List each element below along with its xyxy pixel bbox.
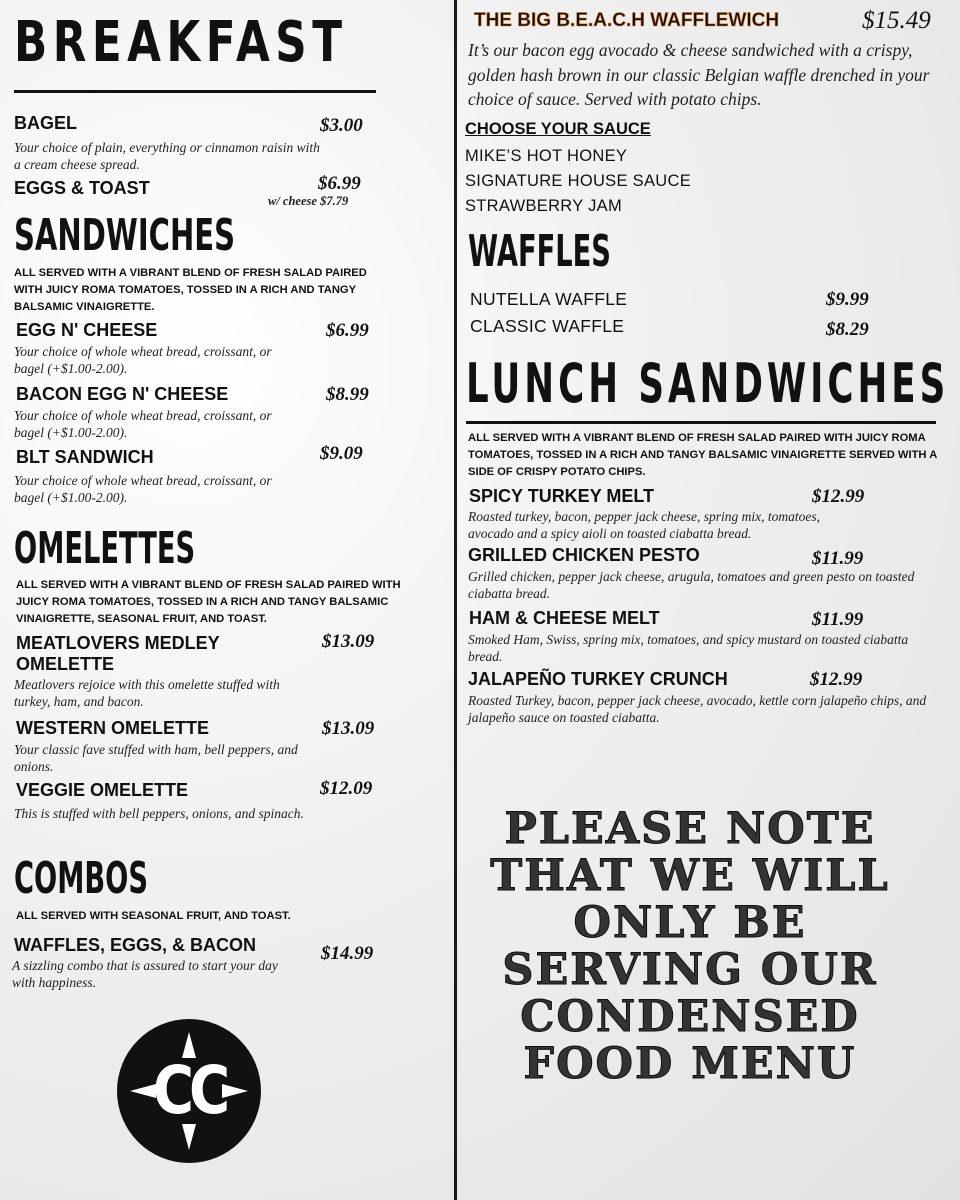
sauce-option: MIKE’S HOT HONEY bbox=[465, 147, 628, 165]
menu-item-price: $14.99 bbox=[321, 943, 374, 964]
menu-item-description: Roasted Turkey, bacon, pepper jack cheese, avocado, kettle corn jalapeño chips, and jalapeño sauce on toasted ciabatta. bbox=[468, 693, 927, 725]
menu-item-description: A sizzling combo that is assured to start your day with happiness. bbox=[12, 958, 278, 990]
wafflewich-name: THE BIG B.E.A.C.H WAFFLEWICH bbox=[474, 10, 780, 31]
menu-item-name: VEGGIE OMELETTE bbox=[16, 780, 189, 800]
breakfast-rule bbox=[14, 90, 376, 93]
menu-item-name: JALAPEÑO TURKEY CRUNCH bbox=[468, 669, 728, 689]
menu-item-price: $8.29 bbox=[826, 319, 869, 340]
menu-item-price: $6.99 bbox=[318, 173, 361, 194]
sauce-option: STRAWBERRY JAM bbox=[465, 197, 623, 215]
breakfast-heading: BREAKFAST bbox=[14, 10, 348, 75]
menu-item-description: Your choice of plain, everything or cinnamon raisin with a cream cheese spread. bbox=[14, 140, 320, 172]
menu-item-description: Roasted turkey, bacon, pepper jack cheese, spring mix, tomatoes, avocado and a spicy aioli on toasted ciabatta bread. bbox=[468, 509, 821, 541]
sauce-option: SIGNATURE HOUSE SAUCE bbox=[465, 172, 692, 190]
menu-item-name: WAFFLES, EGGS, & BACON bbox=[14, 935, 257, 955]
section-note: ALL SERVED WITH A VIBRANT BLEND OF FRESH SALAD PAIRED WITH JUICY ROMA TOMATOES, TOSSED IN A RICH AND TANGY BALSAMIC VINAIGRETTE, SEASONAL FRUIT, AND TOAST. bbox=[16, 579, 401, 625]
column-divider bbox=[454, 0, 457, 1200]
menu-item-description: Grilled chicken, pepper jack cheese, arugula, tomatoes and green pesto on toasted ciabatta bread. bbox=[468, 569, 915, 601]
menu-item-description: Meatlovers rejoice with this omelette stuffed with turkey, ham, and bacon. bbox=[14, 677, 280, 709]
wafflewich-price: $15.49 bbox=[862, 7, 931, 34]
menu-item-name: NUTELLA WAFFLE bbox=[470, 289, 628, 309]
cc-logo-text: CC bbox=[152, 1052, 226, 1129]
menu-item-price: $6.99 bbox=[326, 320, 369, 341]
menu-item-name: EGG N' CHEESE bbox=[16, 320, 158, 340]
section-note: ALL SERVED WITH A VIBRANT BLEND OF FRESH SALAD PAIRED WITH JUICY ROMA TOMATOES, TOSSED IN A RICH AND TANGY BALSAMIC VINAIGRETTE. bbox=[14, 267, 367, 313]
menu-item-name: BLT SANDWICH bbox=[16, 447, 154, 467]
waffles-heading: WAFFLES bbox=[468, 226, 611, 277]
menu-item-price: $9.99 bbox=[826, 289, 869, 310]
menu-item-name: BAGEL bbox=[14, 113, 77, 133]
menu-item-description: This is stuffed with bell peppers, onions, and spinach. bbox=[14, 806, 304, 821]
menu-item-name: SPICY TURKEY MELT bbox=[469, 486, 655, 506]
menu-item-description: Your choice of whole wheat bread, croissant, or bagel (+$1.00-2.00). bbox=[14, 473, 272, 505]
menu-item-price: $8.99 bbox=[326, 384, 369, 405]
menu-item-price: $12.09 bbox=[320, 778, 373, 799]
menu-item-price: $13.09 bbox=[322, 631, 375, 652]
menu-item-name: WESTERN OMELETTE bbox=[16, 718, 209, 738]
section-note: ALL SERVED WITH SEASONAL FRUIT, AND TOAST. bbox=[16, 910, 291, 922]
lunch-sandwiches-heading: LUNCH SANDWICHES bbox=[466, 352, 950, 415]
menu-item-price: $11.99 bbox=[812, 609, 864, 630]
section-note: ALL SERVED WITH A VIBRANT BLEND OF FRESH SALAD PAIRED WITH JUICY ROMA TOMATOES, TOSSED IN A RICH AND TANGY BALSAMIC VINAIGRETTE SERVED WITH A SIDE OF CRISPY POTATO CHIPS. bbox=[468, 432, 937, 478]
omelettes-heading: OMELETTES bbox=[14, 523, 196, 574]
cc-logo bbox=[116, 1018, 262, 1164]
condensed-menu-notice: PLEASE NOTE THAT WE WILL ONLY BE SERVING OUR CONDENSED FOOD MENU bbox=[490, 804, 890, 1089]
menu-item-description: Your classic fave stuffed with ham, bell peppers, and onions. bbox=[14, 742, 298, 774]
menu-item-name: EGGS & TOAST bbox=[14, 178, 150, 198]
menu-item-price: $12.99 bbox=[812, 486, 865, 507]
menu-item-price: $13.09 bbox=[322, 718, 375, 739]
menu-item-description: Your choice of whole wheat bread, croissant, or bagel (+$1.00-2.00). bbox=[14, 344, 272, 376]
menu-item-name: HAM & CHEESE MELT bbox=[469, 608, 660, 628]
menu-item-description: Your choice of whole wheat bread, croissant, or bagel (+$1.00-2.00). bbox=[14, 408, 272, 440]
menu-item-description: Smoked Ham, Swiss, spring mix, tomatoes, and spicy mustard on toasted ciabatta bread. bbox=[468, 632, 909, 664]
menu-item-price: $9.09 bbox=[320, 443, 363, 464]
menu-item-price: $12.99 bbox=[810, 669, 863, 690]
sauce-heading: CHOOSE YOUR SAUCE bbox=[465, 120, 651, 138]
menu-item-price: $3.00 bbox=[320, 115, 363, 136]
menu-item-name: MEATLOVERS MEDLEY OMELETTE bbox=[16, 633, 220, 674]
menu-item-name: GRILLED CHICKEN PESTO bbox=[468, 545, 700, 565]
lunch-rule bbox=[466, 421, 936, 424]
menu-item-name: BACON EGG N' CHEESE bbox=[16, 384, 229, 404]
sandwiches-heading: SANDWICHES bbox=[14, 210, 236, 261]
menu-item-subprice: w/ cheese $7.79 bbox=[268, 194, 349, 208]
wafflewich-description: It’s our bacon egg avocado & cheese sandwiched with a crispy, golden hash brown in our classic Belgian waffle drenched in your choice of sauce. Served with potato chips. bbox=[468, 40, 930, 109]
menu-item-name: CLASSIC WAFFLE bbox=[470, 316, 625, 336]
menu-item-price: $11.99 bbox=[812, 548, 864, 569]
combos-heading: COMBOS bbox=[14, 853, 148, 904]
